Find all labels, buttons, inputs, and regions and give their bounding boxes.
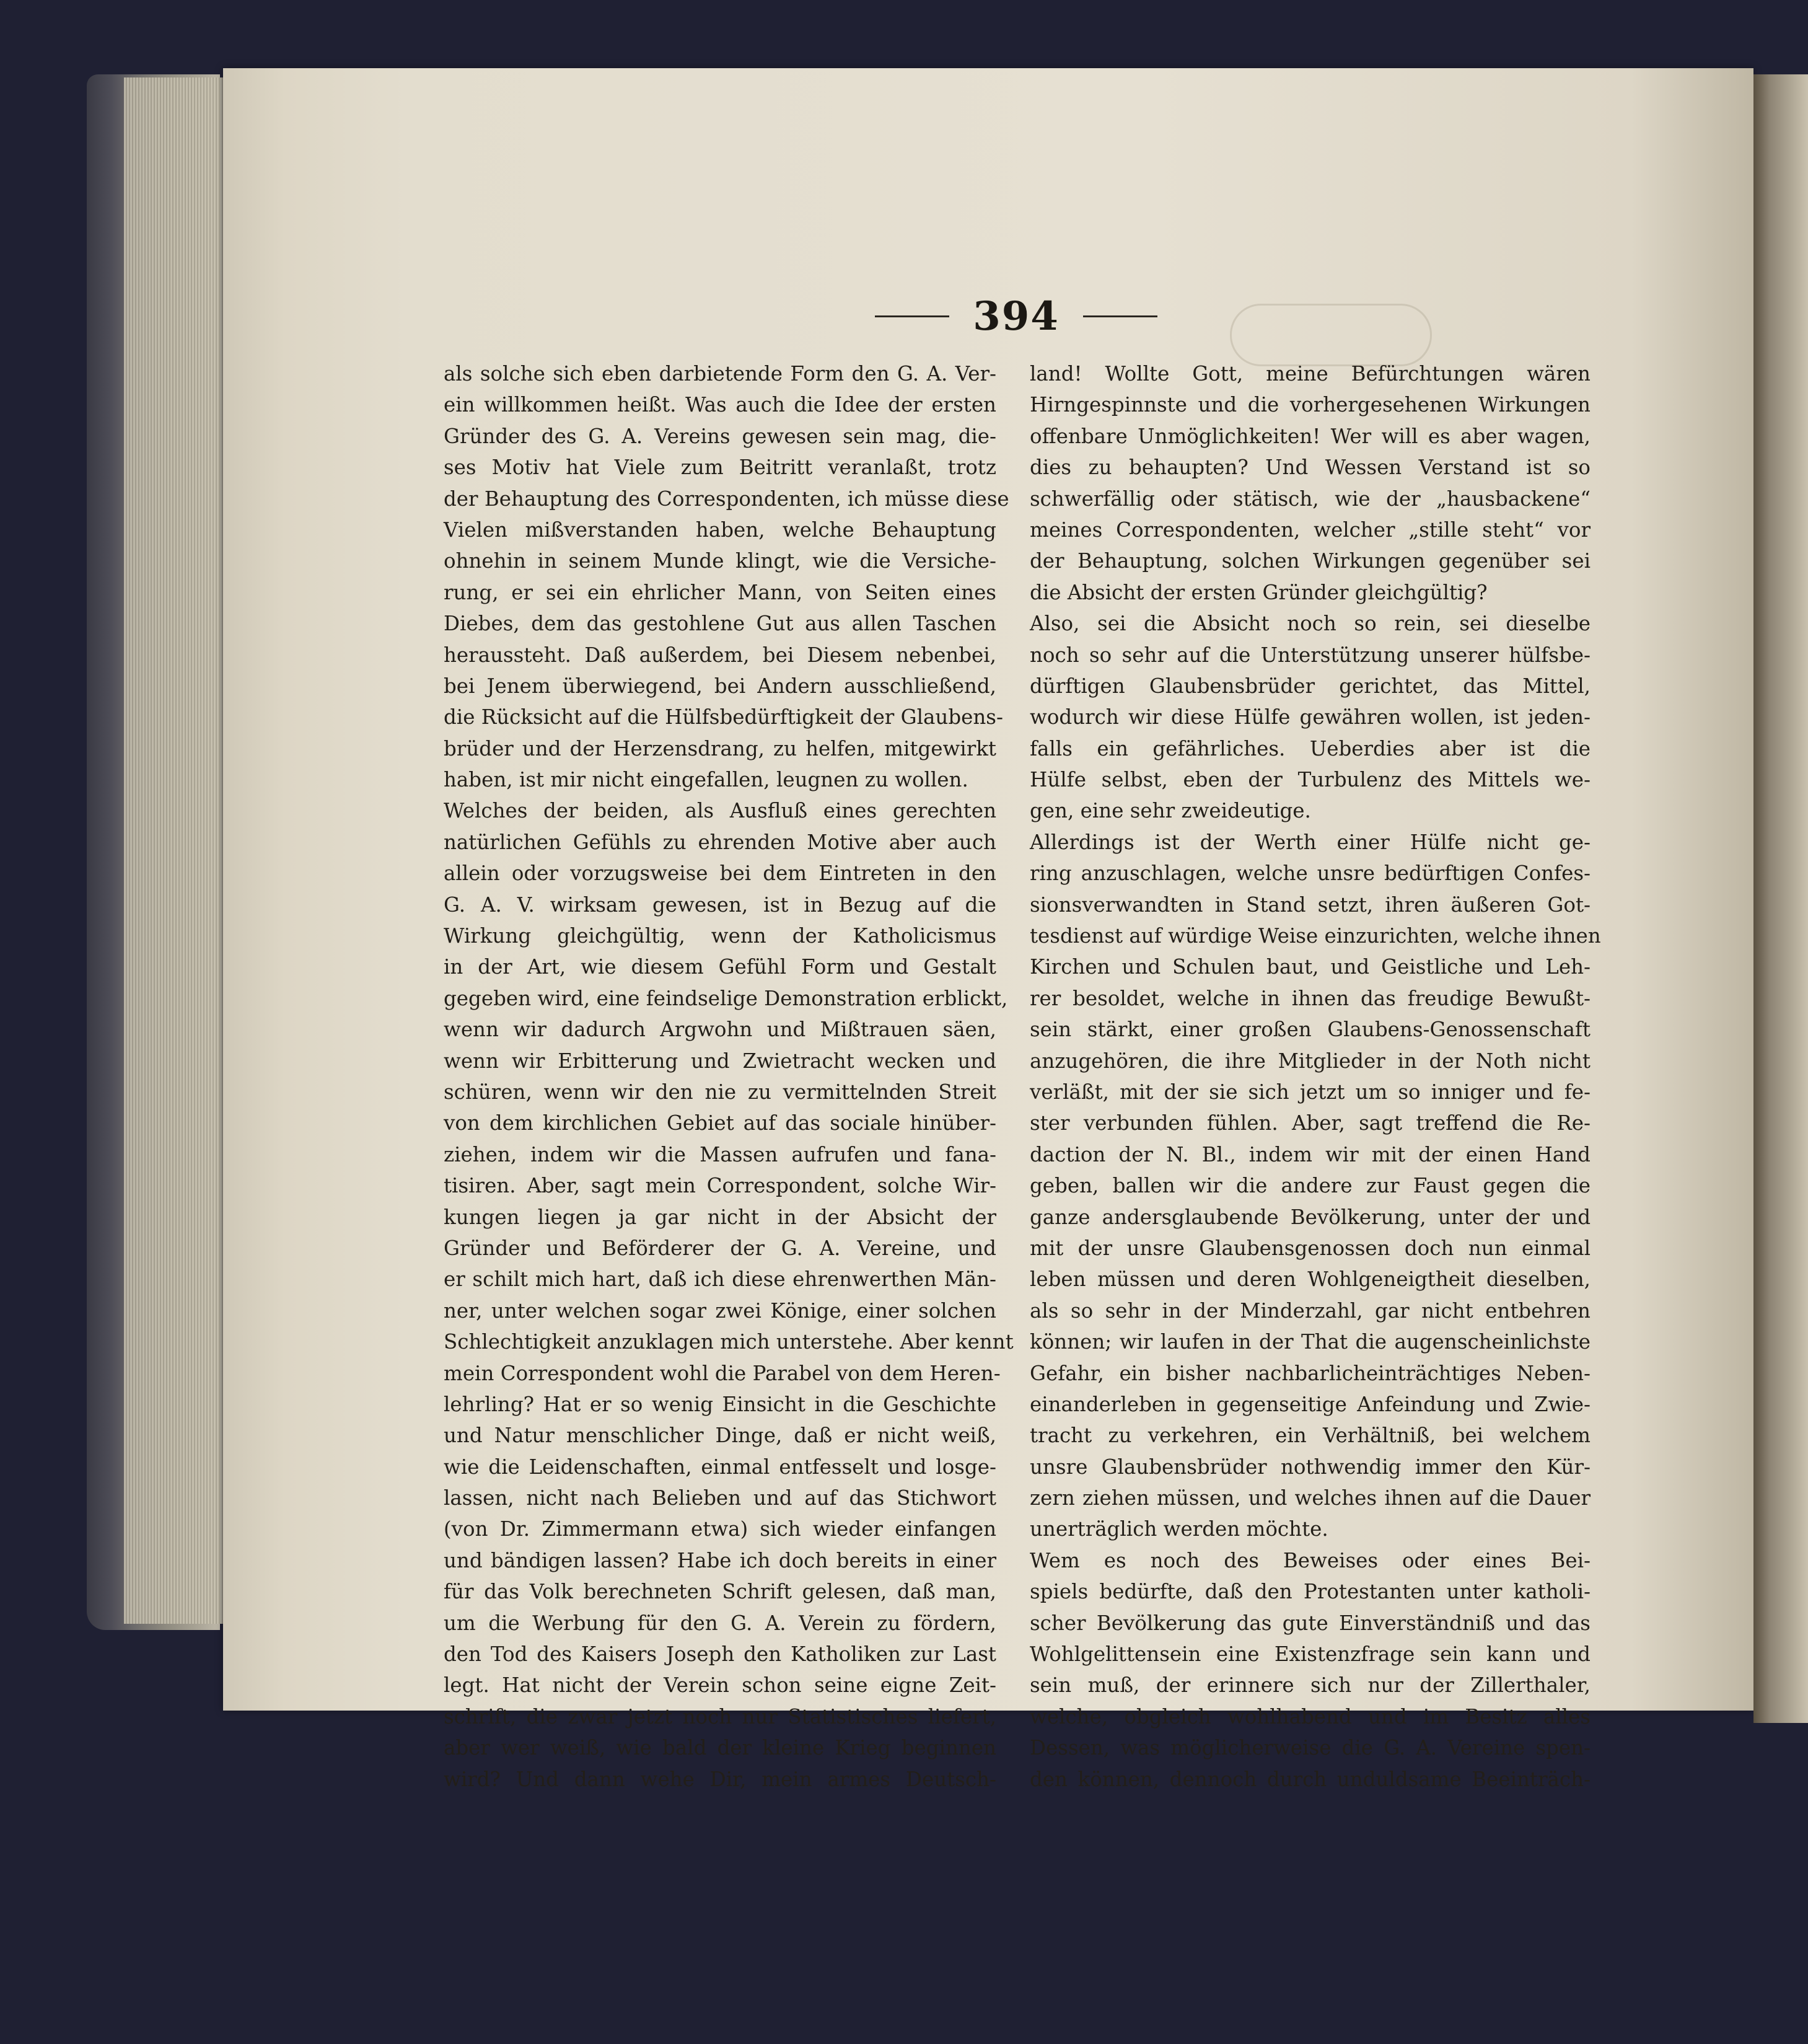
text-line: ziehen, indem wir die Massen aufrufen und fana- [444, 1142, 996, 1166]
text-column-right [1030, 358, 1601, 1795]
text-column-left [444, 358, 1014, 1795]
text-line: lassen, nicht nach Belieben und auf das Stichwort [444, 1486, 996, 1510]
text-line: lehrling? Hat er so wenig Einsicht in die Geschichte [444, 1392, 996, 1416]
text-line: sionsverwandten in Stand setzt, ihren äußeren Got- [1030, 892, 1591, 917]
text-line: können; wir laufen in der That die augenscheinlichste [1030, 1330, 1591, 1354]
text-line: Hülfe selbst, eben der Turbulenz des Mittels we- [1030, 768, 1591, 792]
page-number: 394 [973, 293, 1060, 340]
text-line: der Behauptung des Correspondenten, ich müsse diese [444, 487, 1009, 511]
text-line: Diebes, dem das gestohlene Gut aus allen Taschen [444, 612, 996, 636]
text-line: um die Werbung für den G. A. Verein zu fördern, [444, 1611, 996, 1635]
text-line: und Natur menschlicher Dinge, daß er nicht weiß, [444, 1424, 996, 1448]
text-line: allein oder vorzugsweise bei dem Eintreten in den [444, 861, 996, 886]
text-line: und bändigen lassen? Habe ich doch bereits in einer [444, 1548, 996, 1572]
text-line: ring anzuschlagen, welche unsre bedürftigen Confes- [1030, 861, 1591, 886]
text-line: als so sehr in der Minderzahl, gar nicht entbehren [1030, 1298, 1591, 1323]
text-line: die Rücksicht auf die Hülfsbedürftigkeit der Glaubens- [444, 705, 1003, 729]
text-line: der Behauptung, solchen Wirkungen gegenüber sei [1030, 549, 1591, 573]
text-line: für das Volk berechneten Schrift gelesen, daß man, [444, 1580, 996, 1604]
text-line: ganze andersglaubende Bevölkerung, unter der und [1030, 1205, 1591, 1229]
text-line: ster verbunden fühlen. Aber, sagt treffend die Re- [1030, 1111, 1591, 1135]
text-line: falls ein gefährliches. Ueberdies aber ist die [1030, 736, 1591, 760]
text-line: noch so sehr auf die Unterstützung unserer hülfsbe- [1030, 643, 1591, 667]
text-line: aber wer weiß, wie bald der kleine Krieg beginnen [444, 1736, 996, 1760]
page-edges [124, 77, 229, 1624]
text-line: tracht zu verkehren, ein Verhältniß, bei welchem [1030, 1424, 1591, 1448]
text-line: gen, eine sehr zweideutige. [1030, 799, 1311, 823]
text-line: schrift, die zwar jetzt noch nur Statistisches liefert, [444, 1704, 996, 1729]
text-line: unerträglich werden möchte. [1030, 1517, 1328, 1541]
text-line: gegeben wird, eine feindselige Demonstration erblickt, [444, 986, 1008, 1010]
text-line: natürlichen Gefühls zu ehrenden Motive aber auch [444, 830, 996, 854]
text-line: ses Motiv hat Viele zum Beitritt veranlaßt, trotz [444, 456, 996, 480]
text-line: tesdienst auf würdige Weise einzurichten, welche ihnen [1030, 924, 1601, 948]
text-line: mein Correspondent wohl die Parabel von dem Heren- [444, 1361, 1001, 1385]
text-line: meines Correspondenten, welcher „stille steht“ vor [1030, 518, 1591, 542]
text-line: Schlechtigkeit anzuklagen mich unterstehe. Aber kennt [444, 1330, 1014, 1354]
text-line: Hirngespinnste und die vorhergesehenen Wirkungen [1030, 393, 1591, 417]
text-line: schüren, wenn wir den nie zu vermittelnden Streit [444, 1080, 996, 1104]
text-line: G. A. V. wirksam gewesen, ist in Bezug auf die [444, 892, 996, 917]
text-line: Gefahr, ein bisher nachbarlicheinträchtiges Neben- [1030, 1361, 1591, 1385]
text-line: wenn wir Erbitterung und Zwietracht wecken und [444, 1049, 996, 1073]
text-line: leben müssen und deren Wohlgeneigtheit dieselben, [1030, 1267, 1591, 1292]
text-line: verläßt, mit der sie sich jetzt um so inniger und fe- [1030, 1080, 1591, 1104]
text-line: kungen liegen ja gar nicht in der Absicht der [444, 1205, 996, 1229]
text-line: rung, er sei ein ehrlicher Mann, von Seiten eines [444, 580, 996, 604]
text-line: mit der unsre Glaubensgenossen doch nun einmal [1030, 1236, 1591, 1260]
text-line: Welches der beiden, als Ausfluß eines gerechten [444, 799, 996, 823]
text-line: heraussteht. Daß außerdem, bei Diesem nebenbei, [444, 643, 996, 667]
text-line: (von Dr. Zimmermann etwa) sich wieder einfangen [444, 1517, 996, 1541]
text-line: ohnehin in seinem Munde klingt, wie die Versiche- [444, 549, 996, 573]
text-line: Gründer des G. A. Vereins gewesen sein mag, die- [444, 424, 996, 448]
text-line: ner, unter welchen sogar zwei Könige, einer solchen [444, 1298, 996, 1323]
text-line: von dem kirchlichen Gebiet auf das sociale hinüber- [444, 1111, 996, 1135]
text-line: er schilt mich hart, daß ich diese ehrenwerthen Män- [444, 1267, 996, 1292]
text-line: Wohlgelittensein eine Existenzfrage sein kann und [1030, 1642, 1591, 1667]
text-line: Dessen, was möglicherweise die G. A. Vereine spen- [1030, 1736, 1591, 1760]
text-line: bei Jenem überwiegend, bei Andern ausschließend, [444, 674, 996, 698]
text-line: Also, sei die Absicht noch so rein, sei dieselbe [1030, 612, 1591, 636]
text-line: dürftigen Glaubensbrüder gerichtet, das Mittel, [1030, 674, 1591, 698]
text-line: scher Bevölkerung das gute Einverständniß und das [1030, 1611, 1591, 1635]
text-line: den können, dennoch durch unduldsame Beeinträch- [1030, 1767, 1591, 1791]
header-rule-right [1083, 315, 1157, 317]
text-line: haben, ist mir nicht eingefallen, leugnen zu wollen. [444, 768, 968, 792]
text-line: welche, obgleich wohlhabend und im Besitz alles [1030, 1704, 1591, 1729]
text-line: Kirchen und Schulen baut, und Geistliche und Leh- [1030, 955, 1591, 979]
text-line: spiels bedürfte, daß den Protestanten unter katholi- [1030, 1580, 1591, 1604]
text-line: wie die Leidenschaften, einmal entfesselt und losge- [444, 1455, 996, 1479]
text-line: Wem es noch des Beweises oder eines Bei- [1030, 1548, 1591, 1572]
header-rule-left [875, 315, 949, 317]
page-header [855, 291, 1177, 341]
text-line: zern ziehen müssen, und welches ihnen auf die Dauer [1030, 1486, 1591, 1510]
text-line: tisiren. Aber, sagt mein Correspondent, solche Wir- [444, 1174, 996, 1198]
text-line: Allerdings ist der Werth einer Hülfe nicht ge- [1030, 830, 1591, 854]
show-through-ornament [1230, 304, 1432, 366]
text-line: brüder und der Herzensdrang, zu helfen, mitgewirkt [444, 736, 996, 760]
text-line: Wirkung gleichgültig, wenn der Katholicismus [444, 924, 996, 948]
text-line: offenbare Unmöglichkeiten! Wer will es aber wagen, [1030, 424, 1591, 448]
text-line: rer besoldet, welche in ihnen das freudige Bewußt- [1030, 986, 1591, 1010]
text-line: Gründer und Beförderer der G. A. Vereine, und [444, 1236, 996, 1260]
text-line: dies zu behaupten? Und Wessen Verstand ist so [1030, 456, 1591, 480]
text-line: land! Wollte Gott, meine Befürchtungen wären [1030, 362, 1591, 385]
text-line: unsre Glaubensbrüder nothwendig immer den Kür- [1030, 1455, 1591, 1479]
text-line: schwerfällig oder stätisch, wie der „hausbackene“ [1030, 487, 1591, 511]
text-line: als solche sich eben darbietende Form den G. A. Ver- [444, 362, 996, 385]
text-line: daction der N. Bl., indem wir mit der einen Hand [1030, 1142, 1591, 1166]
text-line: wenn wir dadurch Argwohn und Mißtrauen säen, [444, 1018, 996, 1042]
text-line: den Tod des Kaisers Joseph den Katholiken zur Last [444, 1642, 996, 1667]
text-line: die Absicht der ersten Gründer gleichgültig? [1030, 580, 1488, 604]
text-line: in der Art, wie diesem Gefühl Form und Gestalt [444, 955, 996, 979]
text-line: geben, ballen wir die andere zur Faust gegen die [1030, 1174, 1591, 1198]
text-line: anzugehören, die ihre Mitglieder in der Noth nicht [1030, 1049, 1591, 1073]
text-line: wodurch wir diese Hülfe gewähren wollen, ist jeden- [1030, 705, 1591, 729]
text-line: sein muß, der erinnere sich nur der Zillerthaler, [1030, 1673, 1591, 1698]
facing-page-edge [1753, 74, 1808, 1723]
text-line: ein willkommen heißt. Was auch die Idee der ersten [444, 393, 996, 417]
text-line: wird? Und dann wehe Dir, mein armes Deutsch- [444, 1767, 996, 1791]
text-line: legt. Hat nicht der Verein schon seine eigne Zeit- [444, 1673, 996, 1698]
text-line: sein stärkt, einer großen Glaubens-Genossenschaft [1030, 1018, 1591, 1042]
text-line: einanderleben in gegenseitige Anfeindung und Zwie- [1030, 1392, 1591, 1416]
text-line: Vielen mißverstanden haben, welche Behauptung [444, 518, 996, 542]
